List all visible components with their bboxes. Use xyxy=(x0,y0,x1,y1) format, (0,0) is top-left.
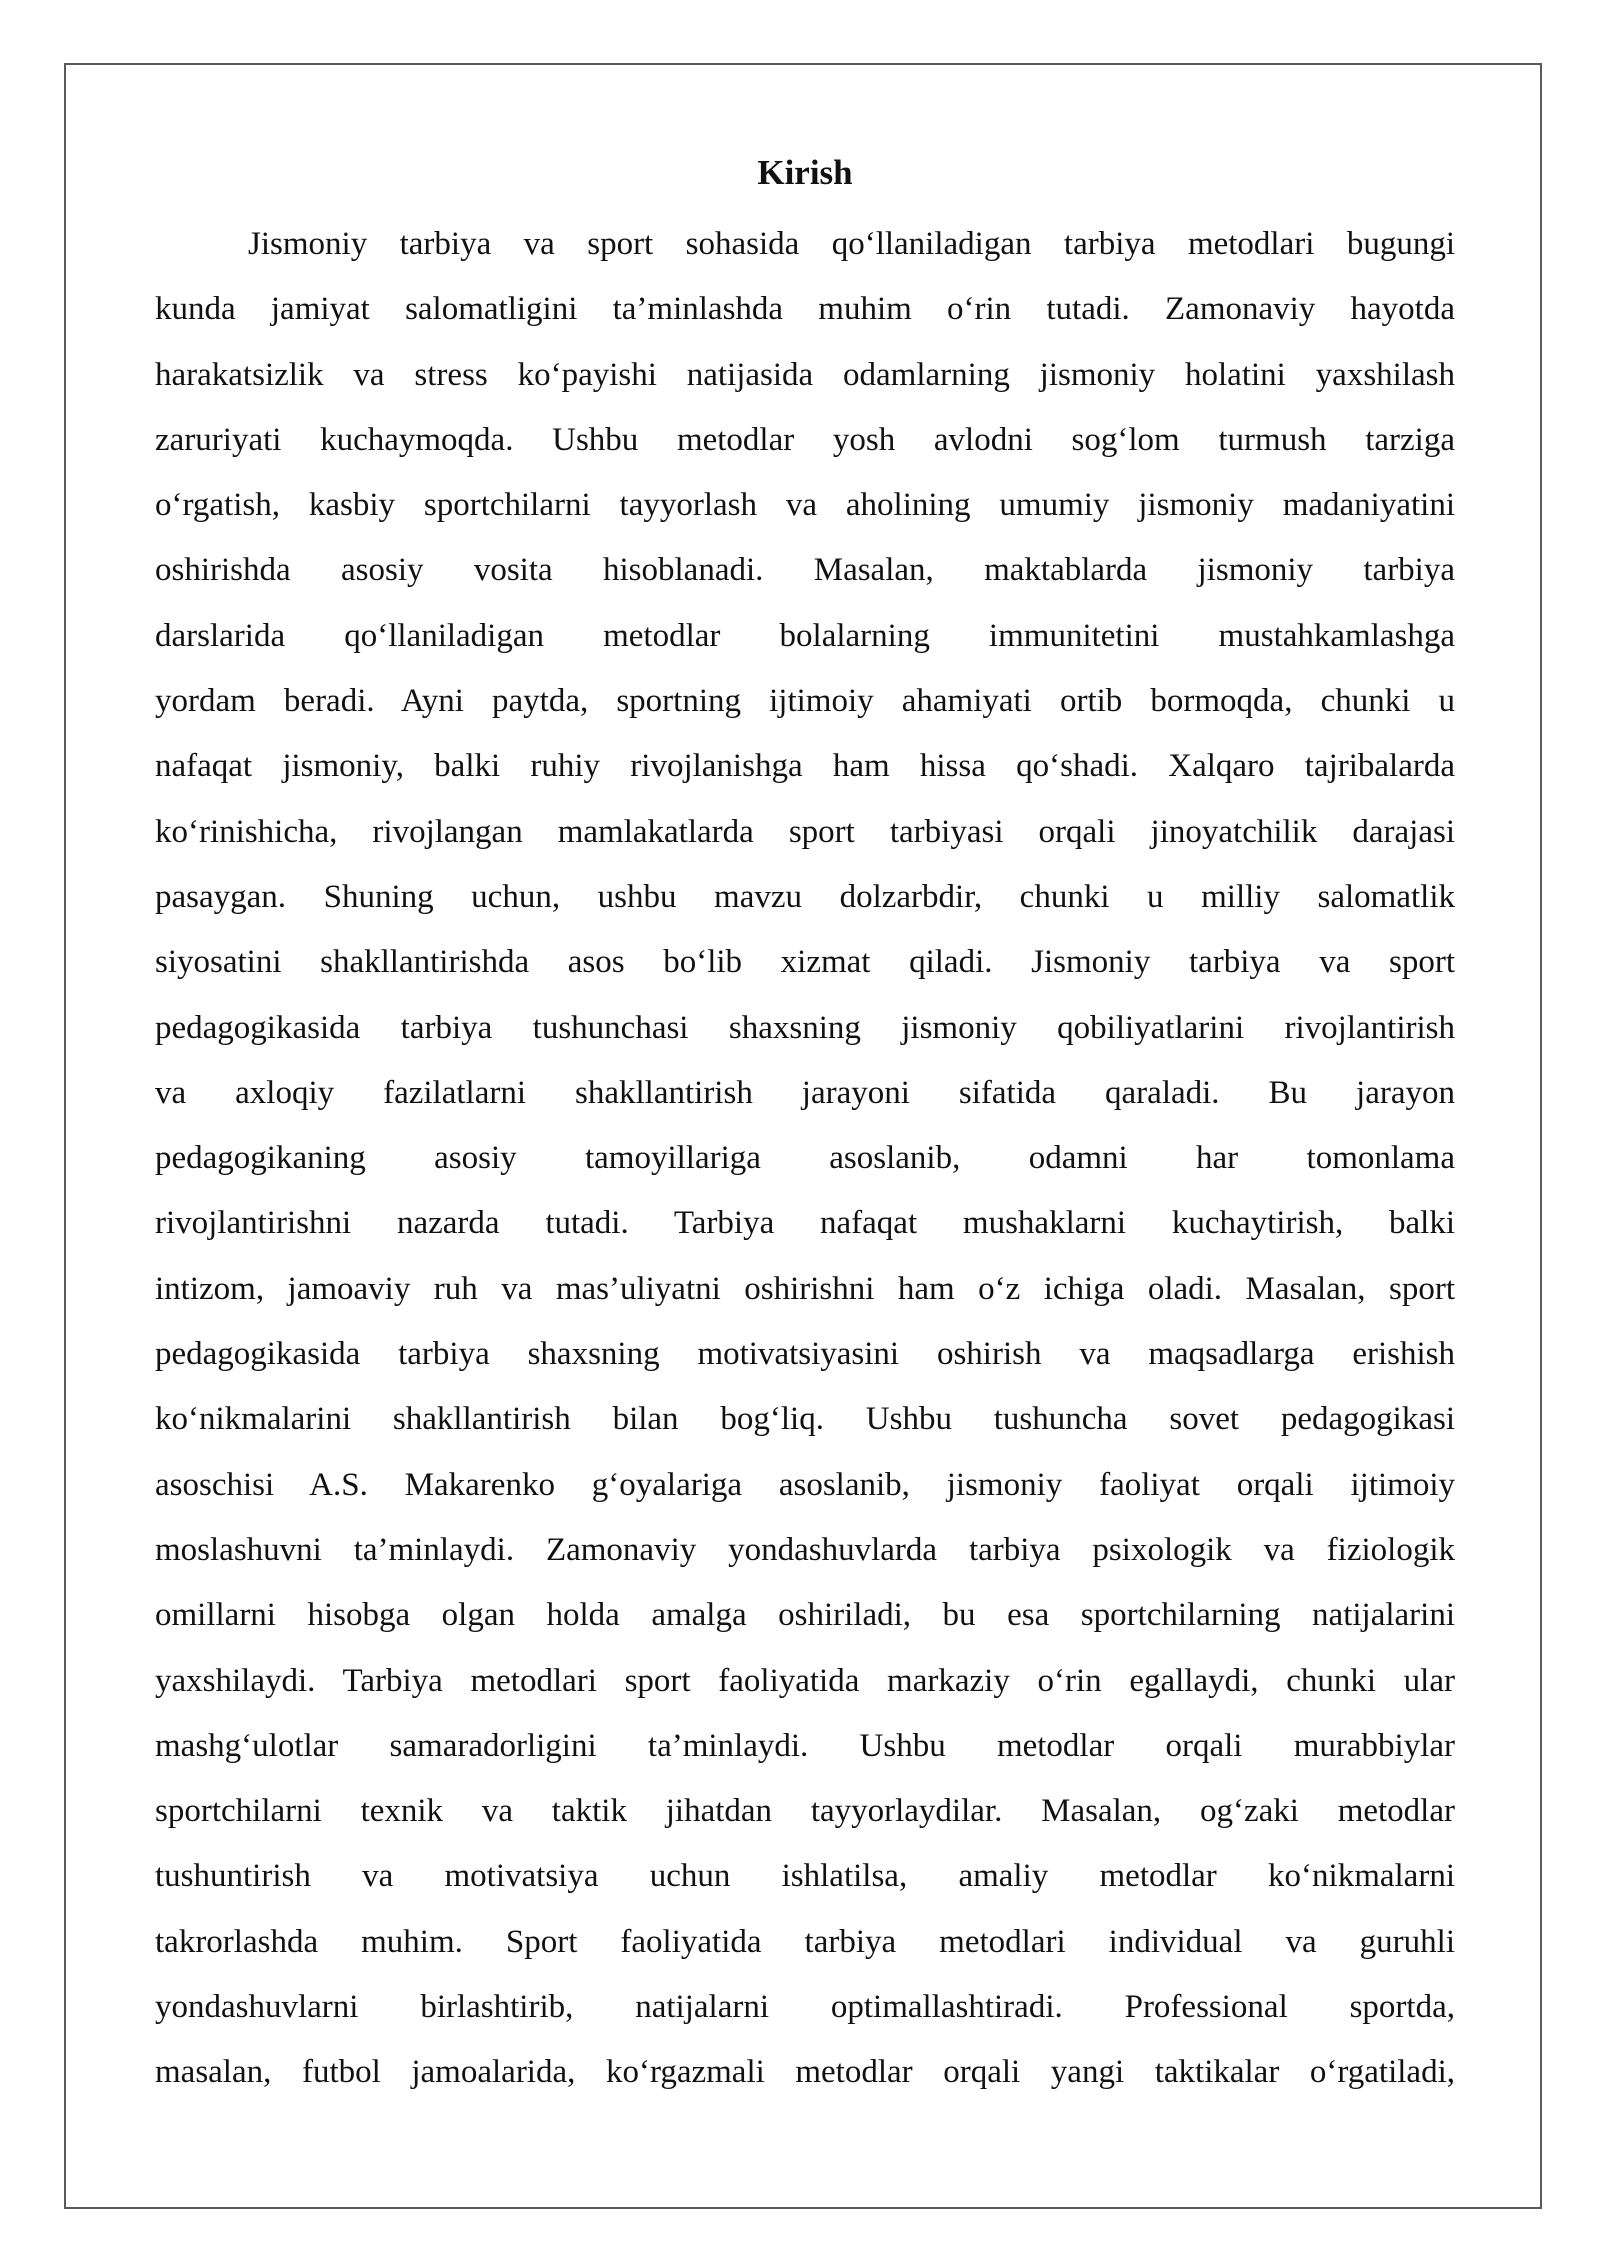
text-line: pasaygan. Shuning uchun, ushbu mavzu dolzarbdir, chunki u milliy salomatlik xyxy=(155,878,1455,915)
text-line: pedagogikasida tarbiya tushunchasi shaxsning jismoniy qobiliyatlarini rivojlantirish xyxy=(155,1009,1455,1046)
document-page xyxy=(64,63,1542,2209)
text-line: o‘rgatish, kasbiy sportchilarni tayyorlash va aholining umumiy jismoniy madaniyatini xyxy=(155,487,1455,524)
text-line: sportchilarni texnik va taktik jihatdan tayyorlaydilar. Masalan, og‘zaki metodlar xyxy=(155,1793,1455,1830)
document-title: Kirish xyxy=(757,153,853,192)
text-line: moslashuvni ta’minlaydi. Zamonaviy yondashuvlarda tarbiya psixologik va fiziologik xyxy=(155,1531,1455,1568)
text-line: va axloqiy fazilatlarni shakllantirish jarayoni sifatida qaraladi. Bu jarayon xyxy=(155,1074,1455,1111)
text-line: intizom, jamoaviy ruh va mas’uliyatni oshirishni ham o‘z ichiga oladi. Masalan, sport xyxy=(155,1270,1455,1307)
text-line: siyosatini shakllantirishda asos bo‘lib xizmat qiladi. Jismoniy tarbiya va sport xyxy=(155,944,1455,981)
text-line: pedagogikaning asosiy tamoyillariga asoslanib, odamni har tomonlama xyxy=(155,1140,1455,1177)
text-line: asoschisi A.S. Makarenko g‘oyalariga asoslanib, jismoniy faoliyat orqali ijtimoiy xyxy=(155,1466,1455,1503)
text-line: takrorlashda muhim. Sport faoliyatida tarbiya metodlari individual va guruhli xyxy=(155,1923,1455,1960)
text-line: nafaqat jismoniy, balki ruhiy rivojlanishga ham hissa qo‘shadi. Xalqaro tajribalarda xyxy=(155,748,1455,785)
text-line: zaruriyati kuchaymoqda. Ushbu metodlar yosh avlodni sog‘lom turmush tarziga xyxy=(155,421,1455,458)
text-line: oshirishda asosiy vosita hisoblanadi. Masalan, maktablarda jismoniy tarbiya xyxy=(155,552,1455,589)
text-line: darslarida qo‘llaniladigan metodlar bolalarning immunitetini mustahkamlashga xyxy=(155,617,1455,654)
page-content xyxy=(155,149,1455,2106)
text-line: ko‘nikmalarini shakllantirish bilan bog‘liq. Ushbu tushuncha sovet pedagogikasi xyxy=(155,1401,1455,1438)
text-line: masalan, futbol jamoalarida, ko‘rgazmali metodlar orqali yangi taktikalar o‘rgatiladi, xyxy=(155,2054,1455,2091)
text-line: Jismoniy tarbiya va sport sohasida qo‘llaniladigan tarbiya metodlari bugungi xyxy=(248,226,1455,262)
text-line: yaxshilaydi. Tarbiya metodlari sport faoliyatida markaziy o‘rin egallaydi, chunki ular xyxy=(155,1662,1455,1699)
body-paragraph xyxy=(155,212,1455,2106)
text-line: omillarni hisobga olgan holda amalga oshiriladi, bu esa sportchilarning natijalarini xyxy=(155,1597,1455,1634)
text-line: kunda jamiyat salomatligini ta’minlashda muhim o‘rin tutadi. Zamonaviy hayotda xyxy=(155,291,1455,328)
text-line: mashg‘ulotlar samaradorligini ta’minlaydi. Ushbu metodlar orqali murabbiylar xyxy=(155,1727,1455,1764)
text-line: yordam beradi. Ayni paytda, sportning ijtimoiy ahamiyati ortib bormoqda, chunki u xyxy=(155,683,1455,720)
text-line: rivojlantirishni nazarda tutadi. Tarbiya nafaqat mushaklarni kuchaytirish, balki xyxy=(155,1205,1455,1242)
text-line: pedagogikasida tarbiya shaxsning motivatsiyasini oshirish va maqsadlarga erishish xyxy=(155,1336,1455,1373)
text-line: tushuntirish va motivatsiya uchun ishlatilsa, amaliy metodlar ko‘nikmalarni xyxy=(155,1858,1455,1895)
text-line: harakatsizlik va stress ko‘payishi natijasida odamlarning jismoniy holatini yaxshilash xyxy=(155,356,1455,393)
text-line: ko‘rinishicha, rivojlangan mamlakatlarda sport tarbiyasi orqali jinoyatchilik darajasi xyxy=(155,813,1455,850)
text-line: yondashuvlarni birlashtirib, natijalarni optimallashtiradi. Professional sportda, xyxy=(155,1989,1455,2026)
